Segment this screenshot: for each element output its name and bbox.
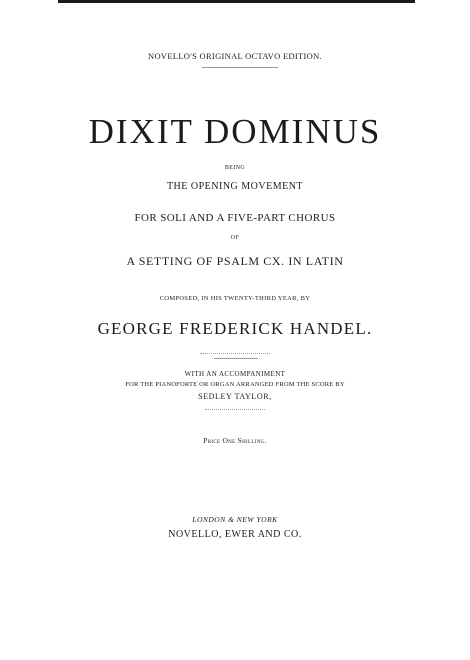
of-text: OF: [230, 235, 240, 241]
composed-line: COMPOSED, IN HIS TWENTY-THIRD YEAR, BY: [159, 295, 311, 302]
top-border-rule: [58, 0, 415, 3]
publisher-city: LONDON & NEW YORK: [192, 515, 278, 524]
work-title: DIXIT DOMINUS: [88, 112, 382, 151]
opening-movement: THE OPENING MOVEMENT: [166, 181, 304, 192]
divider-bottom: [205, 409, 265, 410]
accompaniment-line: WITH AN ACCOMPANIMENT: [184, 370, 286, 378]
price-line: Price One Shilling.: [203, 436, 267, 445]
psalm-setting: A SETTING OF PSALM CX. IN LATIN: [126, 254, 344, 268]
arranger-name: SEDLEY TAYLOR,: [198, 392, 272, 401]
being-text: BEING: [224, 165, 246, 171]
edition-line: NOVELLO'S ORIGINAL OCTAVO EDITION.: [148, 51, 322, 61]
divider-top: [200, 353, 270, 354]
edition-underline: [202, 67, 278, 68]
divider-mid: [214, 358, 258, 359]
publisher-name: NOVELLO, EWER AND CO.: [168, 529, 302, 540]
pianoforte-line: FOR THE PIANOFORTE OR ORGAN ARRANGED FROM THE SCORE BY: [125, 381, 345, 388]
composer-name: GEORGE FREDERICK HANDEL.: [97, 319, 373, 338]
for-soli-chorus: FOR SOLI AND A FIVE-PART CHORUS: [134, 212, 336, 224]
